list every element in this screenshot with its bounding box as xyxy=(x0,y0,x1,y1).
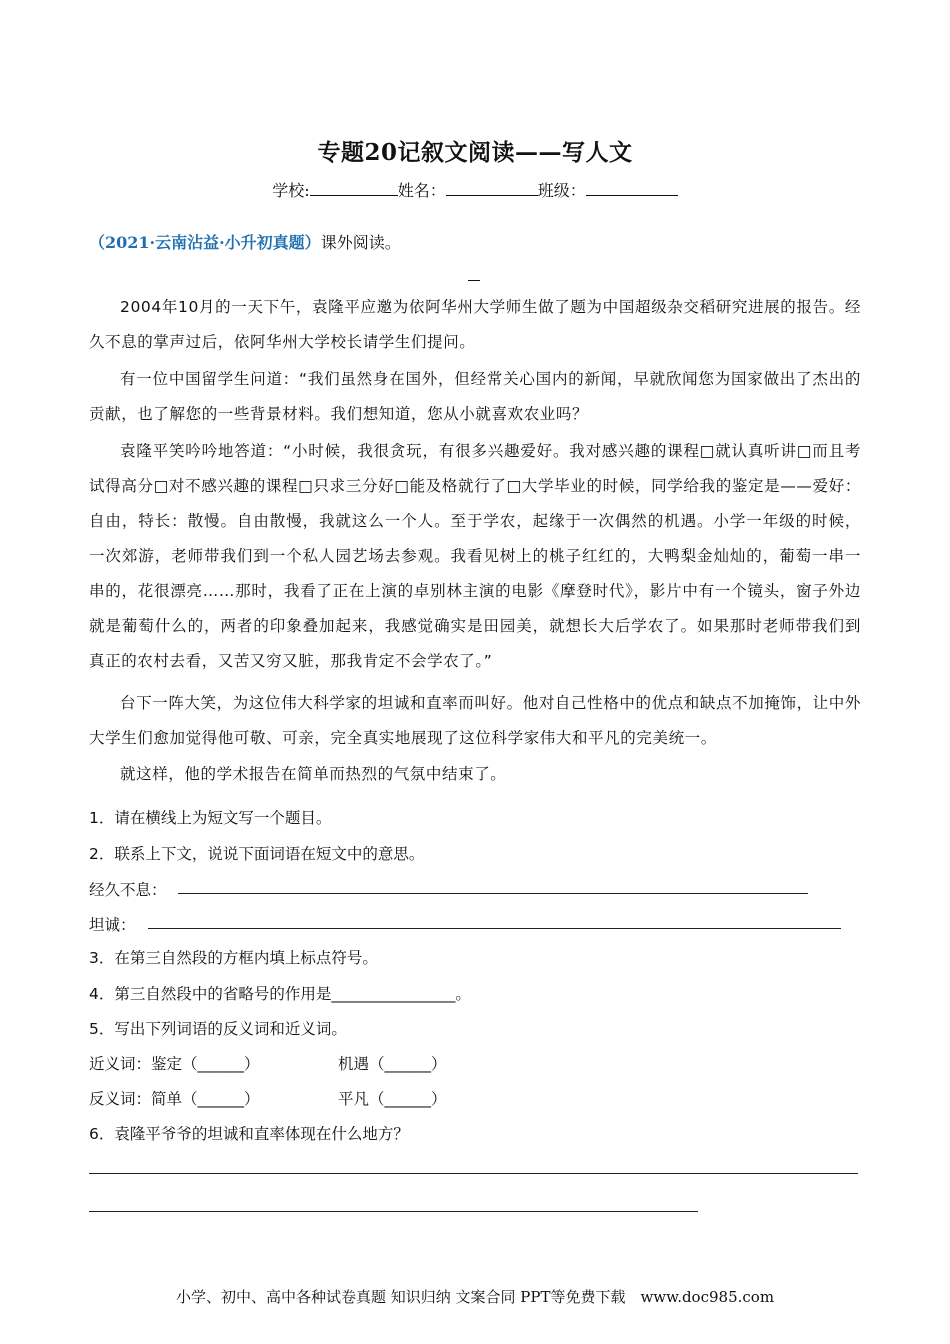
question-5-synonym-1: 近义词：鉴定（______） xyxy=(89,1055,260,1073)
source-line xyxy=(89,230,401,253)
question-5-antonym-1: 反义词：简单（______） xyxy=(89,1090,260,1108)
paragraph-5: 就这样，他的学术报告在简单而热烈的气氛中结束了。 xyxy=(120,765,507,783)
paragraph-1: 2004年10月的一天下午，袁隆平应邀为依阿华州大学师生做了题为中国超级杂交稻研究进展的报告。经久不息的掌声过后，依阿华州大学校长请学生们提问。 xyxy=(89,298,861,351)
school-label: 学校: xyxy=(272,181,310,200)
paragraph-3: 袁隆平笑吟吟地答道：“小时候，我很贪玩，有很多兴趣爱好。我对感兴趣的课程□就认真听讲□而且考试得高分□对不感兴趣的课程□只求三分好□能及格就行了□大学毕业的时候，同学给我的鉴定是——爱好：自由，特长：散慢。自由散慢，我就这么一个人。至于学农，起缘于一次偶然的机遇。小学一年级的时候，一次郊游，老师带我们到一个私人园艺场去参观。我看见树上的桃子红红的，大鸭梨金灿灿的，葡萄一串一串的，花很漂亮……那时，我看了正在上演的卓别林主演的电影《摩登时代》，影片中有一个镜头，窗子外边就是葡萄什么的，两者的印象叠加起来，我感觉确实是田园美，就想长大后学农了。如果那时老师带我们到真正的农村去看，又苦又穷又脏，那我肯定不会学农了。” xyxy=(89,442,861,670)
page-title: 专题20记叙文阅读——写人文 xyxy=(317,139,633,166)
school-blank[interactable] xyxy=(310,181,398,196)
question-4: 4．第三自然段中的省略号的作用是________________。 xyxy=(89,985,471,1003)
name-blank[interactable] xyxy=(446,181,538,196)
question-3: 3．在第三自然段的方框内填上标点符号。 xyxy=(89,949,378,967)
question-2a-label: 经久不息： xyxy=(89,881,167,899)
question-5-synonym-2: 机遇（______） xyxy=(338,1055,447,1073)
question-6-answer-line-2[interactable] xyxy=(89,1211,698,1212)
question-2a-answer-line[interactable] xyxy=(178,893,808,894)
title-answer-blank[interactable] xyxy=(468,272,480,281)
question-5: 5．写出下列词语的反义词和近义词。 xyxy=(89,1020,347,1038)
paragraph-4: 台下一阵大笑，为这位伟大科学家的坦诚和直率而叫好。他对自己性格中的优点和缺点不加掩饰，让中外大学生们愈加觉得他可敬、可亲，完全真实地展现了这位科学家伟大和平凡的完美统一。 xyxy=(89,694,861,747)
paragraph-2: 有一位中国留学生问道：“我们虽然身在国外，但经常关心国内的新闻，早就欣闻您为国家做出了杰出的贡献，也了解您的一些背景材料。我们想知道，您从小就喜欢农业吗？ xyxy=(89,370,861,423)
question-6: 6．袁隆平爷爷的坦诚和直率体现在什么地方？ xyxy=(89,1125,409,1143)
name-label: 姓名： xyxy=(397,181,446,200)
footer-text: 小学、初中、高中各种试卷真题 知识归纳 文案合同 PPT等免费下载 www.doc985.com xyxy=(175,1288,775,1306)
student-info-line xyxy=(0,178,950,201)
question-5-antonym-2: 平凡（______） xyxy=(338,1090,447,1108)
class-label: 班级： xyxy=(537,181,586,200)
question-2b-answer-line[interactable] xyxy=(148,928,841,929)
question-1: 1．请在横线上为短文写一个题目。 xyxy=(89,809,332,827)
source-tag: （2021·云南沾益·小升初真题） xyxy=(89,233,321,252)
question-2: 2．联系上下文，说说下面词语在短文中的意思。 xyxy=(89,845,425,863)
question-2b-label: 坦诚： xyxy=(89,916,136,934)
class-blank[interactable] xyxy=(586,181,678,196)
question-6-answer-line-1[interactable] xyxy=(89,1173,858,1174)
source-text: 课外阅读。 xyxy=(320,233,401,252)
